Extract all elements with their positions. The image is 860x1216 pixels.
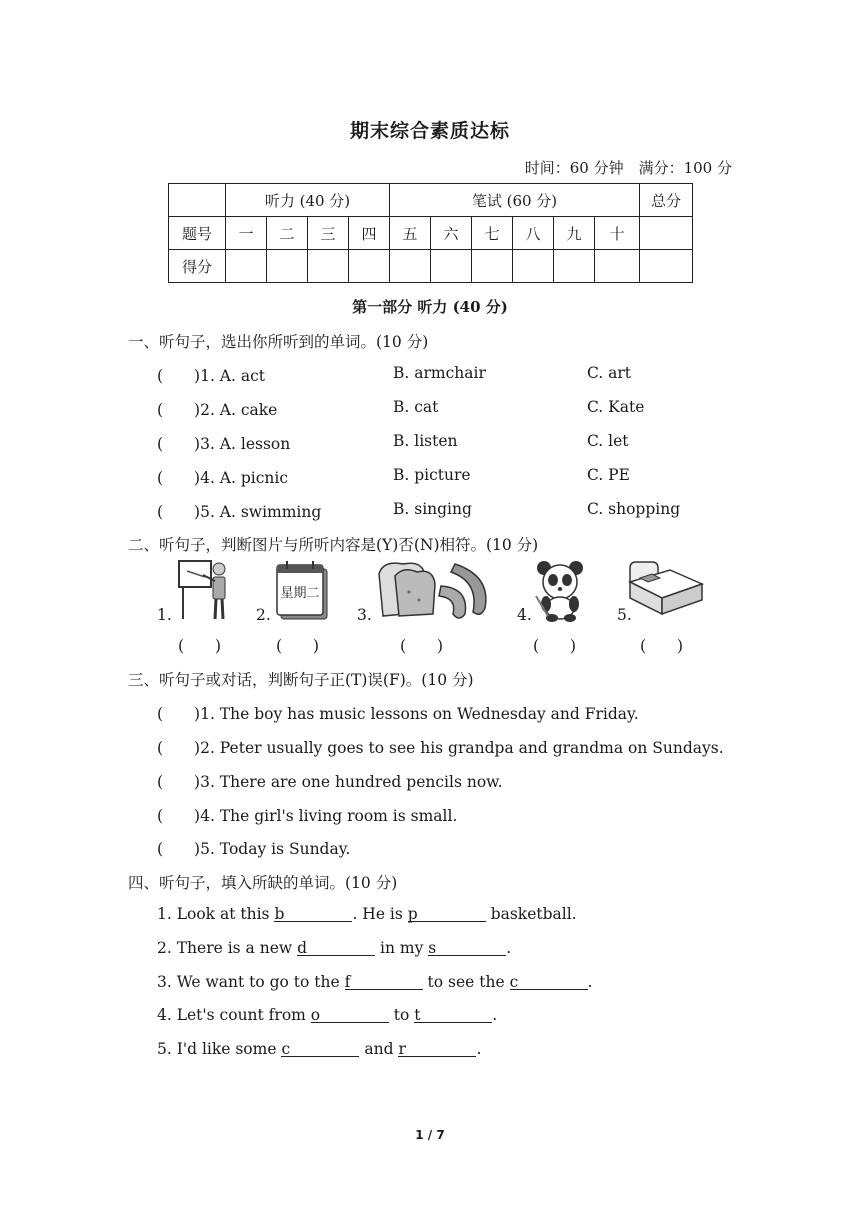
score-cell[interactable] <box>595 250 640 283</box>
blank-initial: p <box>407 905 418 923</box>
blank-initial: t <box>414 1006 421 1024</box>
section4-heading: 四、听句子，填入所缺的单词。(10 分) <box>128 874 398 892</box>
score-cell[interactable] <box>554 250 595 283</box>
question-number: 一 <box>226 217 267 250</box>
panda-icon <box>530 556 592 622</box>
sentence-text: to <box>388 1006 415 1024</box>
sentence-text: . He is <box>352 905 408 923</box>
blank-initial: c <box>281 1040 291 1058</box>
question-number: 二 <box>267 217 308 250</box>
score-cell[interactable] <box>390 250 431 283</box>
score-header-writing: 笔试 (60 分) <box>390 184 640 217</box>
page-title: 期末综合素质达标 <box>349 120 510 142</box>
answer-paren[interactable]: ( ) <box>400 637 444 655</box>
blank-field[interactable] <box>311 1006 389 1023</box>
question-number: 五 <box>390 217 431 250</box>
sentence-text: 2. There is a new <box>157 939 298 957</box>
section1-option-a: ( )1. A. act <box>157 367 266 385</box>
answer-paren[interactable]: ( ) <box>178 637 222 655</box>
score-cell[interactable] <box>267 250 308 283</box>
score-cell[interactable] <box>308 250 349 283</box>
question-number: 八 <box>513 217 554 250</box>
exam-meta: 时间：60 分钟 满分：100 分 <box>524 159 732 177</box>
picture-label: 1. <box>157 606 172 624</box>
sentence-text: basketball. <box>485 905 577 923</box>
blank-field[interactable] <box>414 1006 492 1023</box>
sentence-text: . <box>492 1006 498 1024</box>
question-number: 九 <box>554 217 595 250</box>
answer-paren[interactable]: ( ) <box>640 637 684 655</box>
blank-initial: o <box>310 1006 321 1024</box>
calendar-icon <box>273 559 333 623</box>
picture-label: 4. <box>517 606 532 624</box>
section2-heading: 二、听句子，判断图片与所听内容是(Y)否(N)相符。(10 分) <box>128 536 539 554</box>
section1-option-c: C. Kate <box>587 398 645 416</box>
blank-initial: d <box>297 939 308 957</box>
score-cell[interactable] <box>349 250 390 283</box>
sentence-text: 5. I'd like some <box>157 1040 282 1058</box>
section1-option-c: C. art <box>587 364 632 382</box>
blank-initial: b <box>274 905 285 923</box>
teacher-blackboard-icon <box>175 557 235 623</box>
section1-option-a: ( )4. A. picnic <box>157 469 289 487</box>
section1-heading: 一、听句子，选出你所听到的单词。(10 分) <box>128 333 429 351</box>
blank-initial: r <box>398 1040 406 1058</box>
blank-field[interactable] <box>398 1040 476 1057</box>
blank-field[interactable] <box>274 905 352 922</box>
section1-option-b: B. listen <box>393 432 458 450</box>
sentence-text: 1. Look at this <box>157 905 275 923</box>
question-number: 七 <box>472 217 513 250</box>
blank-initial: f <box>344 973 351 991</box>
score-cell[interactable] <box>226 250 267 283</box>
score-cell-total[interactable] <box>640 250 693 283</box>
sentence-text: and <box>359 1040 399 1058</box>
blank-field[interactable] <box>510 973 588 990</box>
section1-option-c: C. shopping <box>587 500 681 518</box>
score-cell[interactable] <box>472 250 513 283</box>
score-cell[interactable] <box>431 250 472 283</box>
section1-option-a: ( )5. A. swimming <box>157 503 322 521</box>
blank-initial: c <box>509 973 519 991</box>
section1-option-c: C. let <box>587 432 629 450</box>
fill-blank-item <box>157 905 577 923</box>
fill-blank-item <box>157 1006 497 1024</box>
sentence-text: . <box>476 1040 482 1058</box>
page-number: 1 / 7 <box>415 1128 445 1142</box>
question-number: 四 <box>349 217 390 250</box>
sentence-text: . <box>506 939 512 957</box>
true-false-item: ( )4. The girl's living room is small. <box>157 807 458 825</box>
picture-label: 5. <box>617 606 632 624</box>
row-label-number: 题号 <box>169 217 226 250</box>
section3-heading: 三、听句子或对话，判断句子正(T)误(F)。(10 分) <box>128 671 474 689</box>
score-table <box>168 183 693 283</box>
answer-paren[interactable]: ( ) <box>276 637 320 655</box>
true-false-item: ( )5. Today is Sunday. <box>157 840 351 858</box>
section1-option-a: ( )2. A. cake <box>157 401 278 419</box>
blank-field[interactable] <box>297 939 375 956</box>
sentence-text: 4. Let's count from <box>157 1006 311 1024</box>
question-number: 六 <box>431 217 472 250</box>
total-cell <box>640 217 693 250</box>
score-header-listening: 听力 (40 分) <box>226 184 390 217</box>
sentence-text: 3. We want to go to the <box>157 973 345 991</box>
part-heading: 第一部分 听力 (40 分) <box>352 298 508 316</box>
answer-paren[interactable]: ( ) <box>533 637 577 655</box>
picture-label: 3. <box>357 606 372 624</box>
blank-field[interactable] <box>345 973 423 990</box>
true-false-item: ( )2. Peter usually goes to see his grandpa and grandma on Sundays. <box>157 739 724 757</box>
sentence-text: . <box>587 973 593 991</box>
fill-blank-item <box>157 973 593 991</box>
fill-blank-item <box>157 939 511 957</box>
bed-icon <box>626 560 706 618</box>
question-number: 十 <box>595 217 640 250</box>
section1-option-a: ( )3. A. lesson <box>157 435 291 453</box>
sentence-text: in my <box>375 939 429 957</box>
score-header-total: 总分 <box>640 184 693 217</box>
true-false-item: ( )1. The boy has music lessons on Wednesday and Friday. <box>157 705 639 723</box>
sentence-text: to see the <box>422 973 510 991</box>
row-label-score: 得分 <box>169 250 226 283</box>
score-cell[interactable] <box>513 250 554 283</box>
blank-field[interactable] <box>281 1040 359 1057</box>
blank-field[interactable] <box>428 939 506 956</box>
blank-field[interactable] <box>408 905 486 922</box>
blank-initial: s <box>428 939 437 957</box>
calendar-text: 星期二 <box>280 586 320 601</box>
section1-option-b: B. picture <box>393 466 471 484</box>
true-false-item: ( )3. There are one hundred pencils now. <box>157 773 503 791</box>
score-table-corner <box>169 184 226 217</box>
picture-label: 2. <box>256 606 271 624</box>
section1-option-b: B. cat <box>393 398 439 416</box>
bread-sausage-icon <box>373 556 495 622</box>
section1-option-c: C. PE <box>587 466 630 484</box>
fill-blank-item <box>157 1040 481 1058</box>
section1-option-b: B. singing <box>393 500 472 518</box>
question-number: 三 <box>308 217 349 250</box>
section1-option-b: B. armchair <box>393 364 486 382</box>
